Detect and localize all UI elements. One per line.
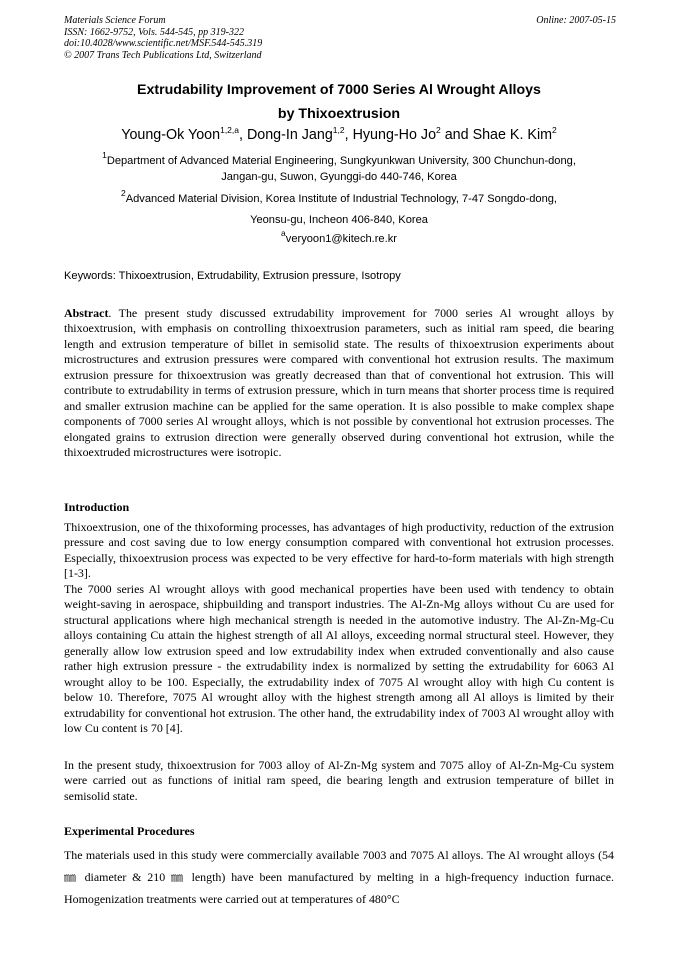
paper-title-line-2: by Thixoextrusion: [277, 106, 401, 122]
author-affiliation-mark: 2: [552, 125, 557, 135]
affiliation-2: [30, 188, 648, 205]
corresponding-email: [30, 228, 648, 245]
abstract-label: Abstract: [64, 306, 109, 320]
abstract-paragraph: [64, 306, 614, 461]
author-affiliation-mark: 2: [436, 125, 441, 135]
author-name: Dong-In Jang: [246, 127, 333, 143]
affiliation-text: Department of Advanced Material Engineering, Sungkyunkwan University, 300 Chunchun-dong,: [106, 155, 576, 167]
introduction-paragraph-2: The 7000 series Al wrought alloys with good mechanical properties have been used with tendency to obtain weight-saving in aerospace, shipbuilding and transport industries. The Al-Zn-Mg alloys without Cu are used for structural applications where high mechanical strength is needed in the automotive industry. The Al-Zn-Mg-Cu alloys containing Cu attain the highest strength of all Al alloys, exceeding normal structural steel. However, they generally allow low extrusion speed and low extrudability index when extruded conventionally and also cause rather high extrusion pressure - the extrudability index is normalized by setting the extrudability for 6063 Al wrought alloy to be 100. Especially, the extrudability index of 7075 Al wrought alloy with high Cu content is below 10. Therefore, 7075 Al wrought alloy with the highest strength among all Al alloys is limited by their extrudability for conventional hot extrusion. The other hand, the extrudability index of 7003 Al wrought alloy with low Cu content is 70 [4].: [64, 582, 614, 736]
journal-name: Materials Science Forum: [64, 15, 166, 26]
email-address: veryoon1@kitech.re.kr: [285, 233, 397, 245]
author-separator: ,: [239, 127, 247, 143]
section-heading-experimental: Experimental Procedures: [64, 824, 195, 838]
doi-line: doi:10.4028/www.scientific.net/MSF.544-545.319: [64, 38, 263, 49]
introduction-paragraph-1: Thixoextrusion, one of the thixoforming processes, has advantages of high productivity, reduction of the extrusion pressure and cost saving due to low energy consumption compared with conventional hot extrusion processes. Especially, thixoextrusion process was expected to be very effective for hard-to-form materials with high strength [1-3].: [64, 520, 614, 581]
author-list: [20, 127, 658, 143]
affiliation-1: [30, 150, 648, 167]
affiliation-2-cont: Yeonsu-gu, Incheon 406-840, Korea: [250, 214, 428, 226]
affiliation-mark: 1: [102, 150, 107, 160]
author-affiliation-mark: 1,2,a: [220, 125, 239, 135]
affiliation-text: Advanced Material Division, Korea Institute of Industrial Technology, 7-47 Songdo-dong,: [125, 193, 557, 205]
copyright-line: © 2007 Trans Tech Publications Ltd, Switzerland: [64, 49, 262, 61]
section-heading-introduction: Introduction: [64, 500, 130, 514]
author-name: Shae K. Kim: [472, 127, 553, 143]
journal-header: [64, 15, 262, 61]
email-mark: a: [281, 228, 286, 238]
author-separator: and: [440, 127, 473, 143]
author-separator: ,: [344, 127, 353, 143]
author-name: Hyung-Ho Jo: [352, 127, 437, 143]
introduction-paragraph-3: In the present study, thixoextrusion for 7003 alloy of Al-Zn-Mg system and 7075 alloy of Al-Zn-Mg-Cu system were carried out as functions of initial ram speed, die bearing length and extrusion temperature of billet in semisolid state.: [64, 758, 614, 803]
abstract-text: . The present study discussed extrudability improvement for 7000 series Al wrought alloys by thixoextrusion, with emphasis on controlling thixoextrusion parameters, such as initial ram speed, die bearing length and extrusion temperature of billet in semisolid state. The results of thixoextrusion experiments about microstructures and extrusion pressures were compared with conventional hot extrusion results. The maximum extrusion pressure for thixoextrusion was greatly decreased than that of conventional hot extrusion. This will contribute to extrudability in terms of extrusion pressure, which in turn means that shorter process time is required and smaller extrusion machine can be applied for the same operation. It is also possible to make complex shape components of 7000 series Al wrought alloys, which is not possible by conventional hot extrusion processes. The elongated grains to extrusion direction were generally observed during conventional hot extrusion, while the thixoextruded microstructures were isotropic.: [64, 306, 614, 460]
author-name: Young-Ok Yoon: [121, 127, 221, 143]
online-date: Online: 2007-05-15: [536, 15, 616, 26]
experimental-paragraph-1: The materials used in this study were commercially available 7003 and 7075 Al alloys. The Al wrought alloys (54㎜ diameter & 210 ㎜ length) have been manufactured by melting in a high-frequency induction furnace. Homogenization treatments were carried out at temperatures of 480°C: [64, 848, 614, 906]
affiliation-mark: 2: [120, 188, 126, 198]
author-affiliation-mark: 1,2: [332, 125, 345, 135]
issn-line: ISSN: 1662-9752, Vols. 544-545, pp 319-322: [64, 26, 244, 38]
paper-title-line-1: Extrudability Improvement of 7000 Series Al Wrought Alloys: [137, 82, 541, 98]
keywords-line: Keywords: Thixoextrusion, Extrudability, Extrusion pressure, Isotropy: [64, 270, 401, 282]
affiliation-1-cont: Jangan-gu, Suwon, Gyunggi-do 440-746, Korea: [221, 171, 457, 183]
